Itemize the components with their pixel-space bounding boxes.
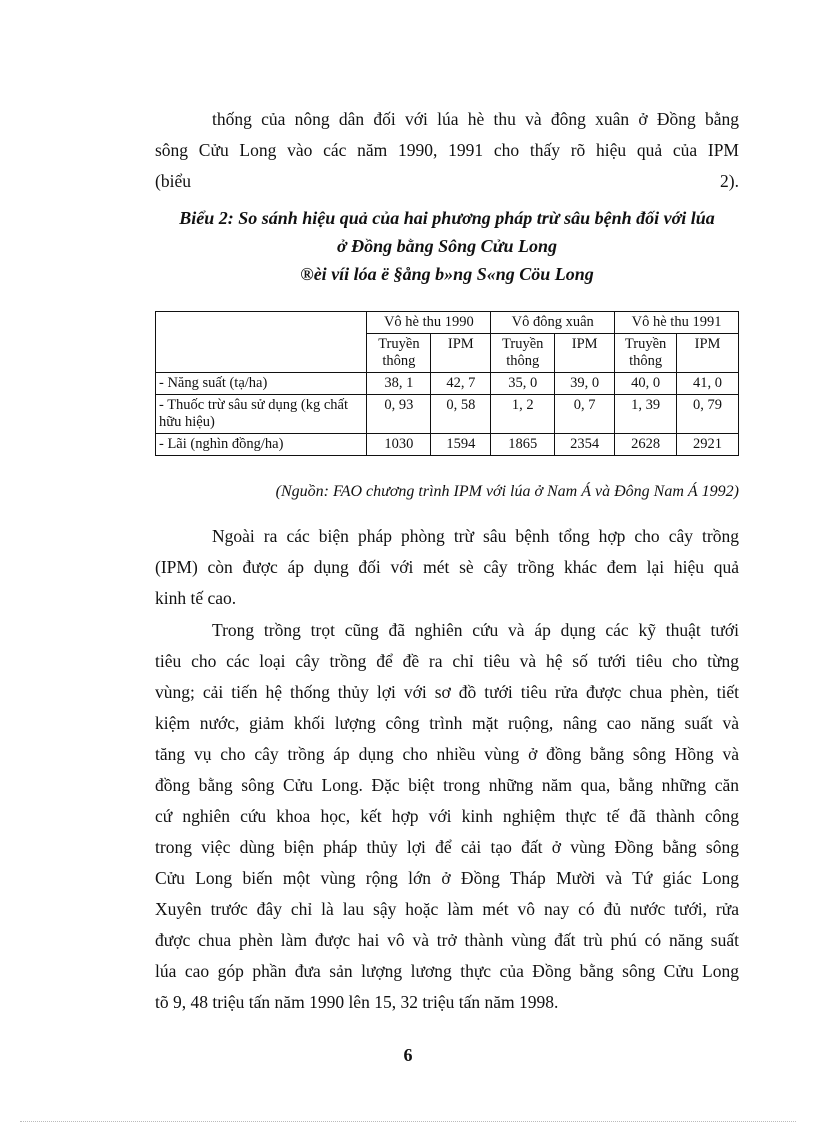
table-corner-cell [156,312,367,373]
subheader-cell: IPM [431,334,491,373]
table-cell: 0, 58 [431,395,491,434]
table-cell: 35, 0 [491,373,555,395]
text-line: Xuyên trước đây chỉ là lau sậy hoặc làm mét vô nay có đủ nước tưới, rửa [155,899,739,919]
text-line: Ngoài ra các biện pháp phòng trừ sâu bệnh tổng hợp cho cây trồng [212,526,739,546]
group-header: Vô đông xuân [491,312,615,334]
table-cell: 0, 7 [555,395,615,434]
subheader-cell: Truyền thông [491,334,555,373]
row-label: - Lãi (nghìn đồng/ha) [156,434,367,456]
text-line: trong việc dùng biện pháp thủy lợi để cải tạo đất ở vùng Đồng bằng sông [155,837,739,857]
subheader-cell: IPM [677,334,739,373]
irrigation-paragraph [155,615,739,1018]
text-line: cứ nghiên cứu khoa học, kết hợp với kinh nghiệm thực tế đã thành công [155,806,739,826]
row-label: - Năng suất (tạ/ha) [156,373,367,395]
text-line: tăng vụ cho cây trồng áp dụng cho nhiều vùng ở đồng bằng sông Hồng và [155,744,739,764]
group-header: Vô hè thu 1991 [615,312,739,334]
intro-paragraph [155,104,739,197]
text-line: kinh tế cao. [155,588,237,608]
table-cell: 39, 0 [555,373,615,395]
text-line: tiêu cho các loại cây trồng để đề ra chỉ tiêu và hệ số tưới tiêu cho từng [155,651,739,671]
text-line: thống của nông dân đối với lúa hè thu và đông xuân ở Đồng bằng [212,109,739,129]
table-cell: 0, 93 [367,395,431,434]
table-cell: 1, 2 [491,395,555,434]
table-cell: 0, 79 [677,395,739,434]
table-cell: 2921 [677,434,739,456]
table-cell: 41, 0 [677,373,739,395]
text-line: đồng bằng sông Cửu Long. Đặc biệt trong những năm qua, bằng những căn [155,775,739,795]
text-line: được chua phèn làm được hai vô và trở thành vùng đất trù phú có năng suất [155,930,739,950]
row-label: - Thuốc trừ sâu sử dụng (kg chất hữu hiệu) [156,395,367,434]
text-line: tõ 9, 48 triệu tấn năm 1990 lên 15, 32 triệu tấn năm 1998. [155,992,559,1012]
table-cell: 1030 [367,434,431,456]
subheader-cell: Truyền thông [367,334,431,373]
group-header: Vô hè thu 1990 [367,312,491,334]
table-cell: 38, 1 [367,373,431,395]
ipm-paragraph [155,521,739,614]
table-caption-title: Biểu 2: So sánh hiệu quả của hai phương pháp trừ sâu bệnh đối với lúa [179,208,715,228]
source-note: (Nguồn: FAO chương trình IPM với lúa ở Nam Á và Đông Nam Á 1992) [275,483,739,500]
text-line: (biểu 2). [155,171,739,191]
subheader-cell: Truyền thông [615,334,677,373]
page-number: 6 [403,1045,413,1065]
table-cell: 42, 7 [431,373,491,395]
table-caption-garbled: ®èi víi lóa ë §ång b»ng S«ng Cöu Long [300,264,594,284]
page-bottom-divider [20,1121,796,1122]
table-row [156,395,739,434]
text-line: vùng; cải tiến hệ thống thủy lợi với sơ đồ tưới tiêu rửa được chua phèn, tiết [155,682,739,702]
text-line: lúa cao góp phần đưa sản lượng lương thực của Đồng bằng sông Cửu Long [155,961,739,981]
table-row [156,373,739,395]
table-row [156,434,739,456]
text-line: sông Cửu Long vào các năm 1990, 1991 cho thấy rõ hiệu quả của IPM [155,140,739,160]
table-header-row [156,312,739,334]
table-caption-subtitle: ở Đồng bằng Sông Cửu Long [336,236,557,256]
comparison-table [155,311,739,456]
subheader-cell: IPM [555,334,615,373]
table-cell: 1865 [491,434,555,456]
text-line: Trong trồng trọt cũng đã nghiên cứu và áp dụng các kỹ thuật tưới [212,620,739,640]
table-cell: 40, 0 [615,373,677,395]
text-line: Cửu Long biến một vùng rộng lớn ở Đồng Tháp Mười và Tứ giác Long [155,868,739,888]
text-line: kiệm nước, giảm khối lượng công trình mặt ruộng, nâng cao năng suất và [155,713,739,733]
table-cell: 1594 [431,434,491,456]
table-cell: 2628 [615,434,677,456]
table-cell: 2354 [555,434,615,456]
text-line: (IPM) còn được áp dụng đối với mét sè cây trồng khác đem lại hiệu quả [155,557,739,577]
table-cell: 1, 39 [615,395,677,434]
